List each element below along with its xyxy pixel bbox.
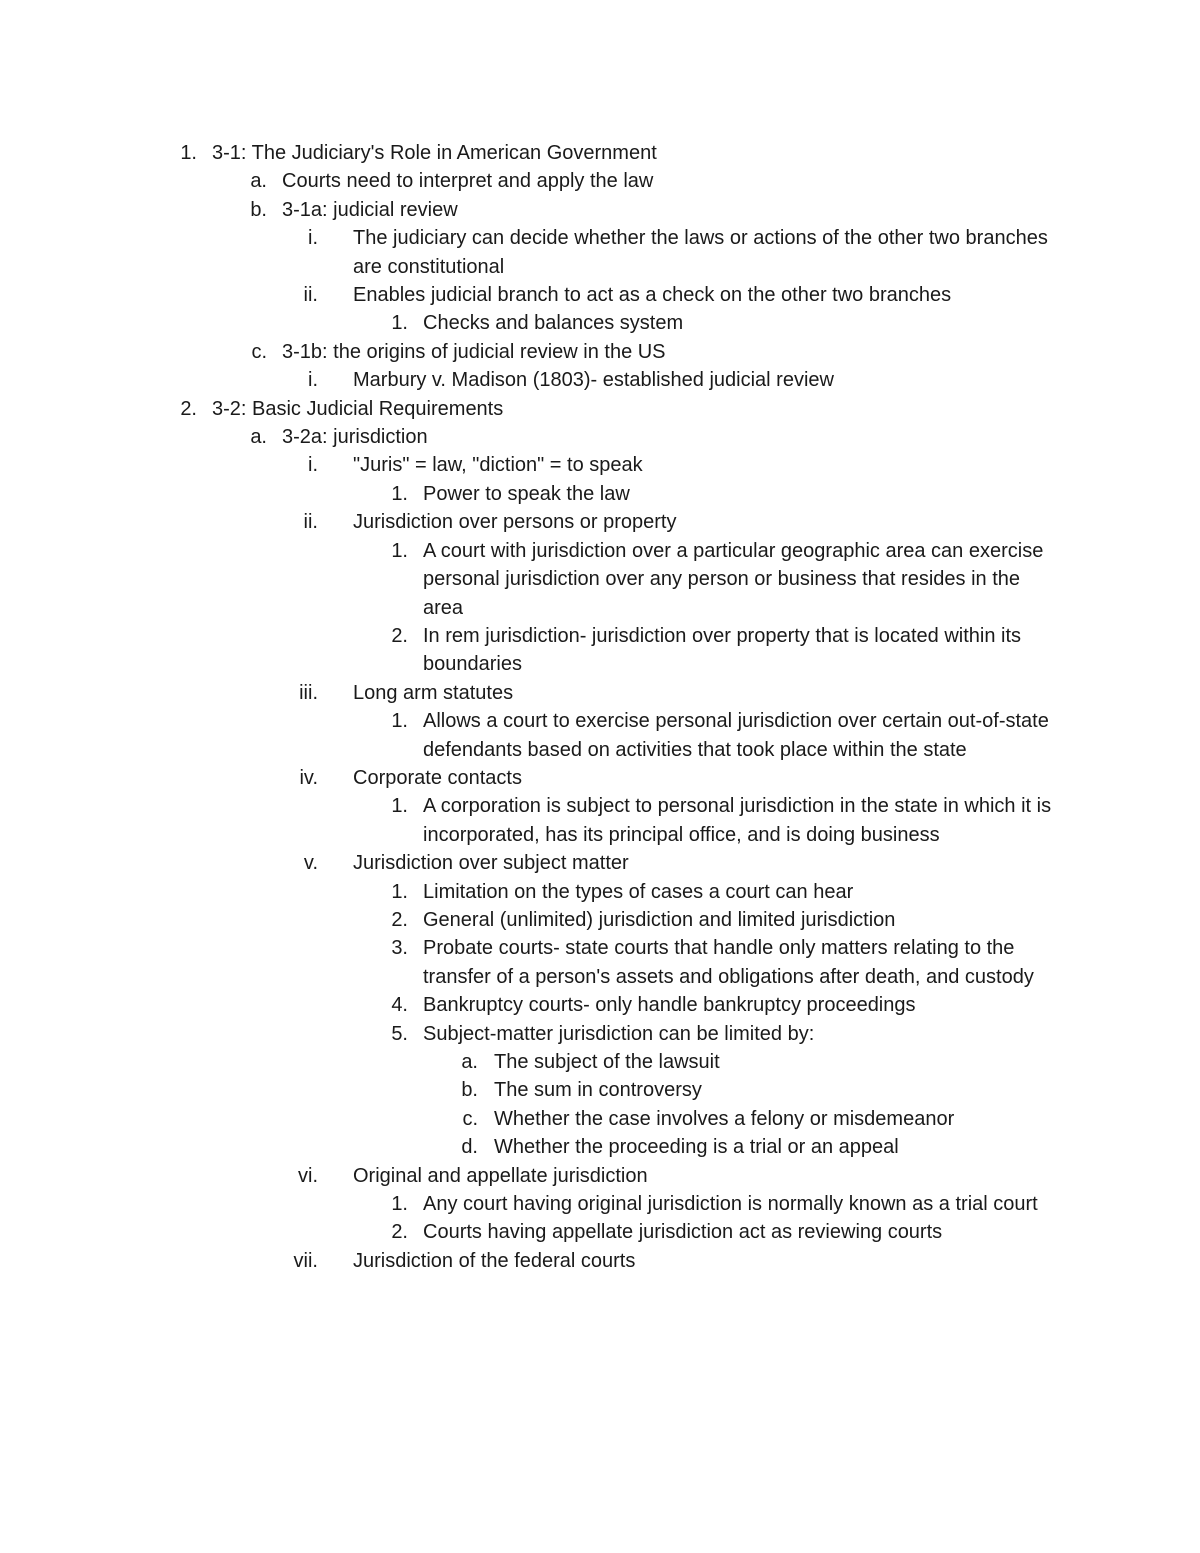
outline-item bbox=[0, 139, 1200, 167]
outline-item bbox=[0, 906, 1200, 934]
outline-item-text: Checks and balances system bbox=[423, 312, 684, 335]
outline-item bbox=[0, 1162, 1200, 1190]
outline-item bbox=[0, 1020, 1200, 1048]
outline-item bbox=[0, 196, 1200, 224]
list-marker: a. bbox=[250, 170, 267, 193]
outline-item bbox=[0, 537, 1200, 622]
outline-item bbox=[0, 451, 1200, 479]
outline-item-text: Probate courts- state courts that handle only matters relating to the transfer of a person's assets and obligations after death, and custody bbox=[423, 937, 1034, 988]
document-page bbox=[0, 139, 1200, 1275]
outline-item bbox=[0, 480, 1200, 508]
outline-item-text: General (unlimited) jurisdiction and limited jurisdiction bbox=[423, 908, 896, 931]
outline-item bbox=[0, 423, 1200, 451]
list-marker: i. bbox=[308, 454, 318, 477]
outline-item-text: Jurisdiction over persons or property bbox=[353, 511, 677, 534]
outline-item-text: Courts having appellate jurisdiction act as reviewing courts bbox=[423, 1221, 943, 1244]
outline-item-text: 3-1b: the origins of judicial review in the US bbox=[282, 340, 666, 363]
outline-item-text: Marbury v. Madison (1803)- established judicial review bbox=[353, 369, 834, 392]
outline-item-text: Limitation on the types of cases a court can hear bbox=[423, 880, 854, 903]
list-marker: 3. bbox=[391, 937, 408, 960]
outline-item-text: Power to speak the law bbox=[423, 482, 630, 505]
outline-item-text: Corporate contacts bbox=[353, 766, 522, 789]
outline-item bbox=[0, 167, 1200, 195]
outline-item-text: Allows a court to exercise personal jurisdiction over certain out-of-state defendants based on activities that took place within the state bbox=[423, 710, 1049, 761]
list-marker: d. bbox=[461, 1136, 478, 1159]
outline-item bbox=[0, 1105, 1200, 1133]
outline-item bbox=[0, 309, 1200, 337]
outline-item-text: Bankruptcy courts- only handle bankruptcy proceedings bbox=[423, 994, 916, 1017]
outline-item-text: The judiciary can decide whether the laws or actions of the other two branches are constitutional bbox=[353, 227, 1048, 278]
outline-item bbox=[0, 338, 1200, 366]
outline-item bbox=[0, 1247, 1200, 1275]
list-marker: 2. bbox=[180, 397, 197, 420]
outline-item-text: 3-1: The Judiciary's Role in American Government bbox=[212, 142, 657, 164]
list-marker: 1. bbox=[391, 795, 408, 818]
outline-item bbox=[0, 1133, 1200, 1161]
outline-item bbox=[0, 1076, 1200, 1104]
outline-item-text: 3-1a: judicial review bbox=[282, 198, 458, 221]
list-marker: 1. bbox=[391, 1193, 408, 1216]
outline-item bbox=[0, 395, 1200, 423]
outline-item-text: A corporation is subject to personal jurisdiction in the state in which it is incorporated, has its principal office, and is doing business bbox=[423, 795, 1052, 846]
outline-list bbox=[0, 139, 1200, 1275]
list-marker: 1. bbox=[391, 312, 408, 335]
outline-item bbox=[0, 707, 1200, 764]
list-marker: ii. bbox=[303, 511, 318, 534]
list-marker: c. bbox=[251, 340, 267, 363]
list-marker: iv. bbox=[299, 766, 318, 789]
list-marker: 1. bbox=[180, 142, 197, 164]
outline-item-text: In rem jurisdiction- jurisdiction over property that is located within its boundaries bbox=[423, 624, 1022, 676]
outline-item bbox=[0, 508, 1200, 536]
outline-item-text: Courts need to interpret and apply the law bbox=[282, 170, 654, 193]
outline-item bbox=[0, 622, 1200, 679]
outline-item bbox=[0, 679, 1200, 707]
outline-item-text: Long arm statutes bbox=[353, 681, 514, 704]
outline-item-text: Any court having original jurisdiction is normally known as a trial court bbox=[423, 1193, 1038, 1216]
list-marker: i. bbox=[308, 369, 318, 392]
outline-item bbox=[0, 934, 1200, 991]
outline-item-text: A court with jurisdiction over a particular geographic area can exercise personal jurisdiction over any person or business that resides in the area bbox=[423, 539, 1044, 619]
list-marker: vi. bbox=[298, 1164, 318, 1187]
list-marker: a. bbox=[461, 1051, 478, 1073]
outline-item-text: The sum in controversy bbox=[494, 1079, 702, 1102]
outline-item bbox=[0, 849, 1200, 877]
outline-item bbox=[0, 1048, 1200, 1076]
outline-item-text: 3-2a: jurisdiction bbox=[282, 426, 428, 449]
list-marker: b. bbox=[250, 198, 267, 221]
outline-item bbox=[0, 792, 1200, 849]
list-marker: 2. bbox=[391, 1221, 408, 1244]
list-marker: vii. bbox=[293, 1249, 318, 1272]
outline-item-text: Subject-matter jurisdiction can be limited by: bbox=[423, 1022, 815, 1045]
outline-item bbox=[0, 878, 1200, 906]
outline-item bbox=[0, 281, 1200, 309]
outline-item-text: Whether the proceeding is a trial or an appeal bbox=[494, 1136, 899, 1159]
list-marker: 2. bbox=[391, 624, 408, 647]
list-marker: 1. bbox=[391, 710, 408, 733]
outline-item bbox=[0, 764, 1200, 792]
outline-item-text: 3-2: Basic Judicial Requirements bbox=[212, 397, 504, 420]
list-marker: 1. bbox=[391, 482, 408, 505]
list-marker: 2. bbox=[391, 908, 408, 931]
list-marker: iii. bbox=[299, 681, 318, 704]
list-marker: i. bbox=[308, 227, 318, 250]
outline-item bbox=[0, 224, 1200, 281]
outline-item bbox=[0, 366, 1200, 394]
list-marker: v. bbox=[303, 852, 318, 875]
list-marker: 1. bbox=[391, 880, 408, 903]
list-marker: c. bbox=[462, 1107, 478, 1130]
outline-item-text: "Juris" = law, "diction" = to speak bbox=[353, 454, 643, 477]
outline-item-text: Whether the case involves a felony or misdemeanor bbox=[494, 1107, 955, 1130]
list-marker: a. bbox=[250, 426, 267, 449]
outline-item bbox=[0, 1190, 1200, 1218]
outline-item-text: Enables judicial branch to act as a check on the other two branches bbox=[353, 284, 952, 307]
list-marker: 1. bbox=[391, 539, 408, 562]
outline-item-text: Original and appellate jurisdiction bbox=[353, 1164, 648, 1187]
outline-item bbox=[0, 991, 1200, 1019]
list-marker: b. bbox=[461, 1079, 478, 1102]
outline-item-text: Jurisdiction over subject matter bbox=[353, 852, 629, 875]
list-marker: 5. bbox=[391, 1022, 408, 1045]
outline-item-text: Jurisdiction of the federal courts bbox=[353, 1249, 636, 1272]
outline-item-text: The subject of the lawsuit bbox=[494, 1051, 720, 1073]
outline-item bbox=[0, 1218, 1200, 1246]
list-marker: 4. bbox=[391, 994, 408, 1017]
list-marker: ii. bbox=[303, 284, 318, 307]
